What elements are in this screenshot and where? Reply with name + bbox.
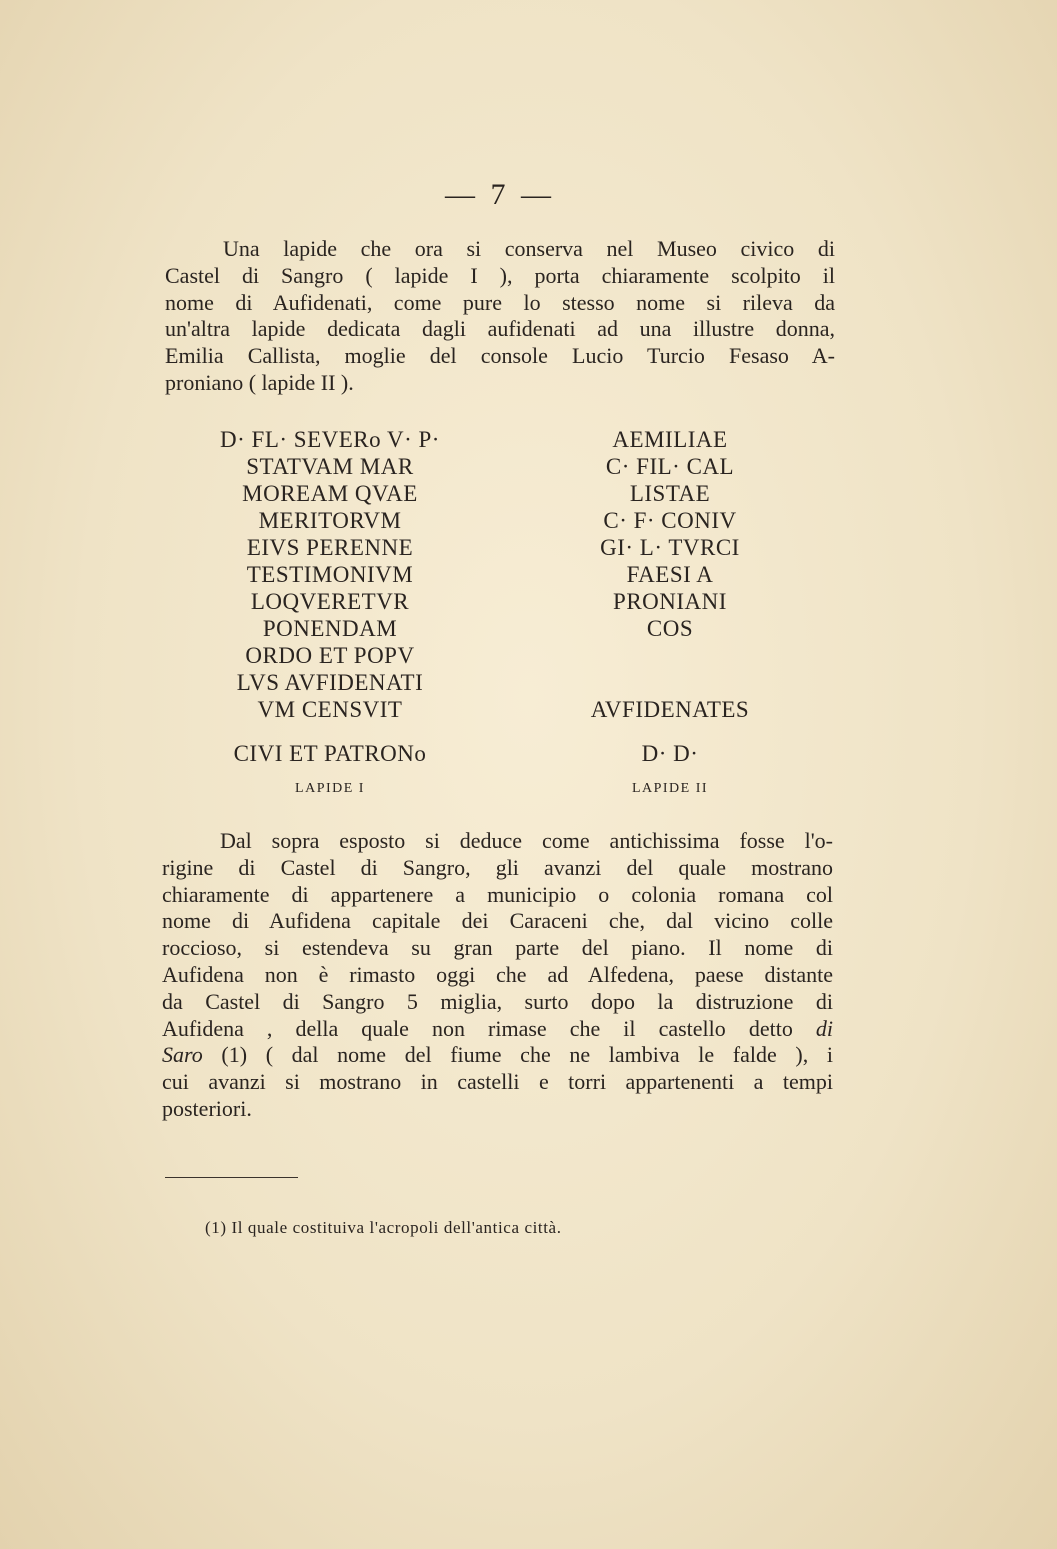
inscription-line: COS	[646, 616, 694, 641]
italic-text: Saro	[162, 1042, 203, 1068]
text-line: un'altra lapide dedicata dagli aufidenati ad una illustre donna,	[165, 316, 835, 342]
text-line: da Castel di Sangro 5 miglia, surto dopo la distruzione di	[162, 988, 833, 1014]
text-line: posteriori.	[162, 1095, 252, 1121]
inscription-line: AEMILIAE	[612, 427, 728, 452]
inscription-line: MOREAM QVAE	[242, 481, 418, 506]
inscription-line: PRONIANI	[613, 589, 727, 614]
inscription-line: PONENDAM	[262, 616, 398, 641]
page-number: — 7 —	[445, 178, 555, 211]
text-line: Emilia Callista, moglie del console Lucio Turcio Fesaso A-	[165, 343, 835, 369]
inscription-line: FAESI A	[626, 562, 714, 587]
inscription-line: LISTAE	[629, 481, 711, 506]
inscription-line: LOQVERETVR	[250, 589, 410, 614]
inscription-line: STATVAM MAR	[246, 454, 414, 479]
inscription-line: C· FIL· CAL	[605, 454, 735, 479]
inscription-line: D· FL· SEVERo V· P·	[220, 427, 440, 452]
inscription-final-line: CIVI ET PATRONo	[233, 741, 427, 766]
lapide-1-caption: LAPIDE I	[295, 781, 365, 796]
inscription-dedicants: AVFIDENATES	[590, 697, 750, 722]
text-line: proniano ( lapide II ).	[165, 369, 354, 395]
text-line: cui avanzi si mostrano in castelli e torri appartenenti a tempi	[162, 1069, 833, 1095]
text-line: Aufidena , della quale non rimase che il castello detto di	[162, 1015, 833, 1041]
text-line: rigine di Castel di Sangro, gli avanzi del quale mostrano	[162, 854, 833, 880]
intro-paragraph	[165, 236, 835, 397]
inscription-line: MERITORVM	[258, 508, 402, 533]
footnote-separator	[165, 1177, 298, 1178]
text-line: nome di Aufidenati, come pure lo stesso nome si rileva da	[165, 289, 835, 315]
inscription-line: ORDO ET POPV	[245, 643, 415, 668]
text-line: chiaramente di appartenere a municipio o colonia romana col	[162, 881, 833, 907]
lapide-2-inscription	[530, 426, 810, 767]
inscription-line: TESTIMONIVM	[246, 562, 414, 587]
text-line: nome di Aufidena capitale dei Caraceni che, dal vicino colle	[162, 908, 833, 934]
lapide-2-caption: LAPIDE II	[631, 781, 709, 796]
inscription-line: EIVS PERENNE	[246, 535, 414, 560]
text-line: Saro (1) ( dal nome del fiume che ne lambiva le falde ), i	[162, 1042, 833, 1068]
lapide-1-inscription	[170, 426, 490, 767]
inscription-line: VM CENSVIT	[257, 697, 403, 722]
text-line: Dal sopra esposto si deduce come antichissima fosse l'o-	[220, 828, 833, 853]
italic-text: di	[815, 1015, 833, 1041]
text-line: roccioso, si estendeva su gran parte del piano. Il nome di	[162, 935, 833, 961]
text-line: Una lapide che ora si conserva nel Museo civico di	[223, 236, 835, 261]
text-line: Castel di Sangro ( lapide I ), porta chiaramente scolpito il	[165, 262, 835, 288]
inscription-line: GI· L· TVRCI	[600, 535, 740, 560]
inscription-final-line: D· D·	[641, 741, 699, 766]
inscription-line: LVS AVFIDENATI	[236, 670, 424, 695]
body-paragraph	[162, 828, 833, 1123]
footnote: (1) Il quale costituiva l'acropoli dell'antica città.	[205, 1218, 562, 1237]
inscription-line: C· F· CONIV	[603, 508, 737, 533]
text-line: Aufidena non è rimasto oggi che ad Alfedena, paese distante	[162, 961, 833, 987]
